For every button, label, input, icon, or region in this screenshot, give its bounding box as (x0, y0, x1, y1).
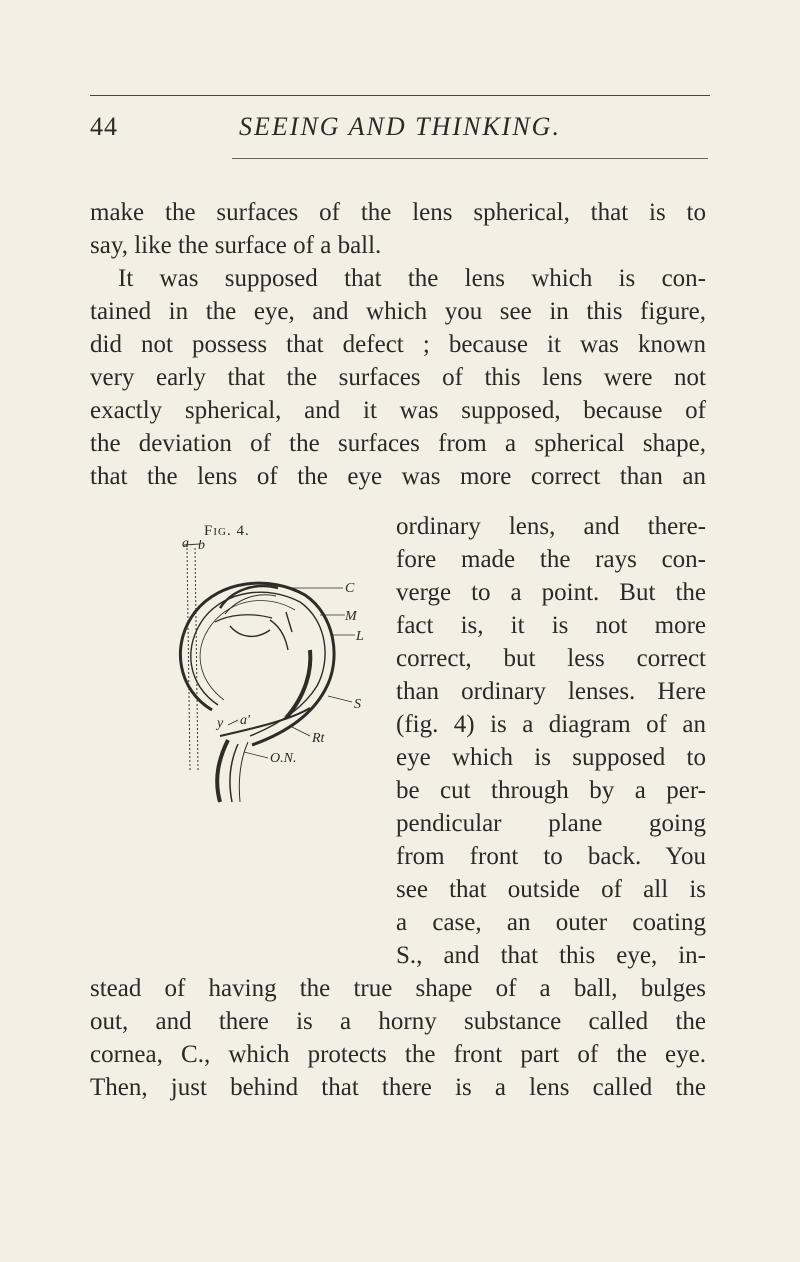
fig-letter-on: O.N. (270, 751, 297, 766)
body-line-2: say, like the surface of a ball. (90, 232, 382, 259)
fig-letter-m: M (345, 609, 357, 624)
ray-lines (187, 548, 198, 770)
body-line-20: from front to back. You (396, 843, 706, 870)
fig-letter-s: S (354, 697, 361, 712)
header-rule (90, 95, 710, 96)
body-line-9: that the lens of the eye was more correct than an (90, 463, 706, 490)
body-line-14: correct, but less correct (396, 645, 706, 672)
body-line-6: very early that the surfaces of this lens were not (90, 364, 706, 391)
label-leaders (228, 588, 355, 758)
body-line-7: exactly spherical, and it was supposed, because of (90, 397, 706, 424)
fig-letter-y: y (217, 716, 224, 731)
body-line-24: stead of having the true shape of a ball, bulges (90, 975, 706, 1002)
page-number: 44 (90, 112, 118, 141)
eye-diagram (160, 540, 400, 810)
body-line-3: It was supposed that the lens which is con- (118, 265, 706, 292)
body-line-25: out, and there is a horny substance called the (90, 1008, 706, 1035)
body-line-8: the deviation of the surfaces from a spherical shape, (90, 430, 706, 457)
figure-label: Fig. 4. (204, 523, 250, 539)
body-line-10: ordinary lens, and there- (396, 513, 706, 540)
fig-letter-l: L (356, 629, 364, 644)
body-line-19: pendicular plane going (396, 810, 706, 837)
body-line-18: be cut through by a per- (396, 777, 706, 804)
fig-letter-rt: Rt (312, 731, 325, 746)
body-line-15: than ordinary lenses. Here (396, 678, 706, 705)
body-line-27: Then, just behind that there is a lens called the (90, 1074, 706, 1101)
fig-letter-c: C (345, 581, 355, 596)
body-line-1: make the surfaces of the lens spherical, that is to (90, 199, 706, 226)
lens (230, 612, 292, 650)
body-line-26: cornea, C., which protects the front part of the eye. (90, 1041, 706, 1068)
body-line-4: tained in the eye, and which you see in this figure, (90, 298, 706, 325)
page-header (90, 112, 710, 152)
body-line-21: see that outside of all is (396, 876, 706, 903)
body-line-12: verge to a point. But the (396, 579, 706, 606)
body-line-17: eye which is supposed to (396, 744, 706, 771)
running-title: SEEING AND THINKING. (239, 112, 561, 141)
body-line-5: did not possess that defect ; because it was known (90, 331, 706, 358)
body-line-22: a case, an outer coating (396, 909, 706, 936)
cornea (215, 586, 278, 622)
body-line-11: fore made the rays con- (396, 546, 706, 573)
body-line-23: S., and that this eye, in- (396, 942, 706, 969)
body-line-13: fact is, it is not more (396, 612, 706, 639)
fig-letter-a: a (182, 540, 189, 551)
header-underline (232, 158, 708, 159)
body-line-16: (fig. 4) is a diagram of an (396, 711, 706, 738)
fig-letter-b: b (198, 540, 205, 553)
fig-letter-a-prime: a' (240, 713, 250, 728)
